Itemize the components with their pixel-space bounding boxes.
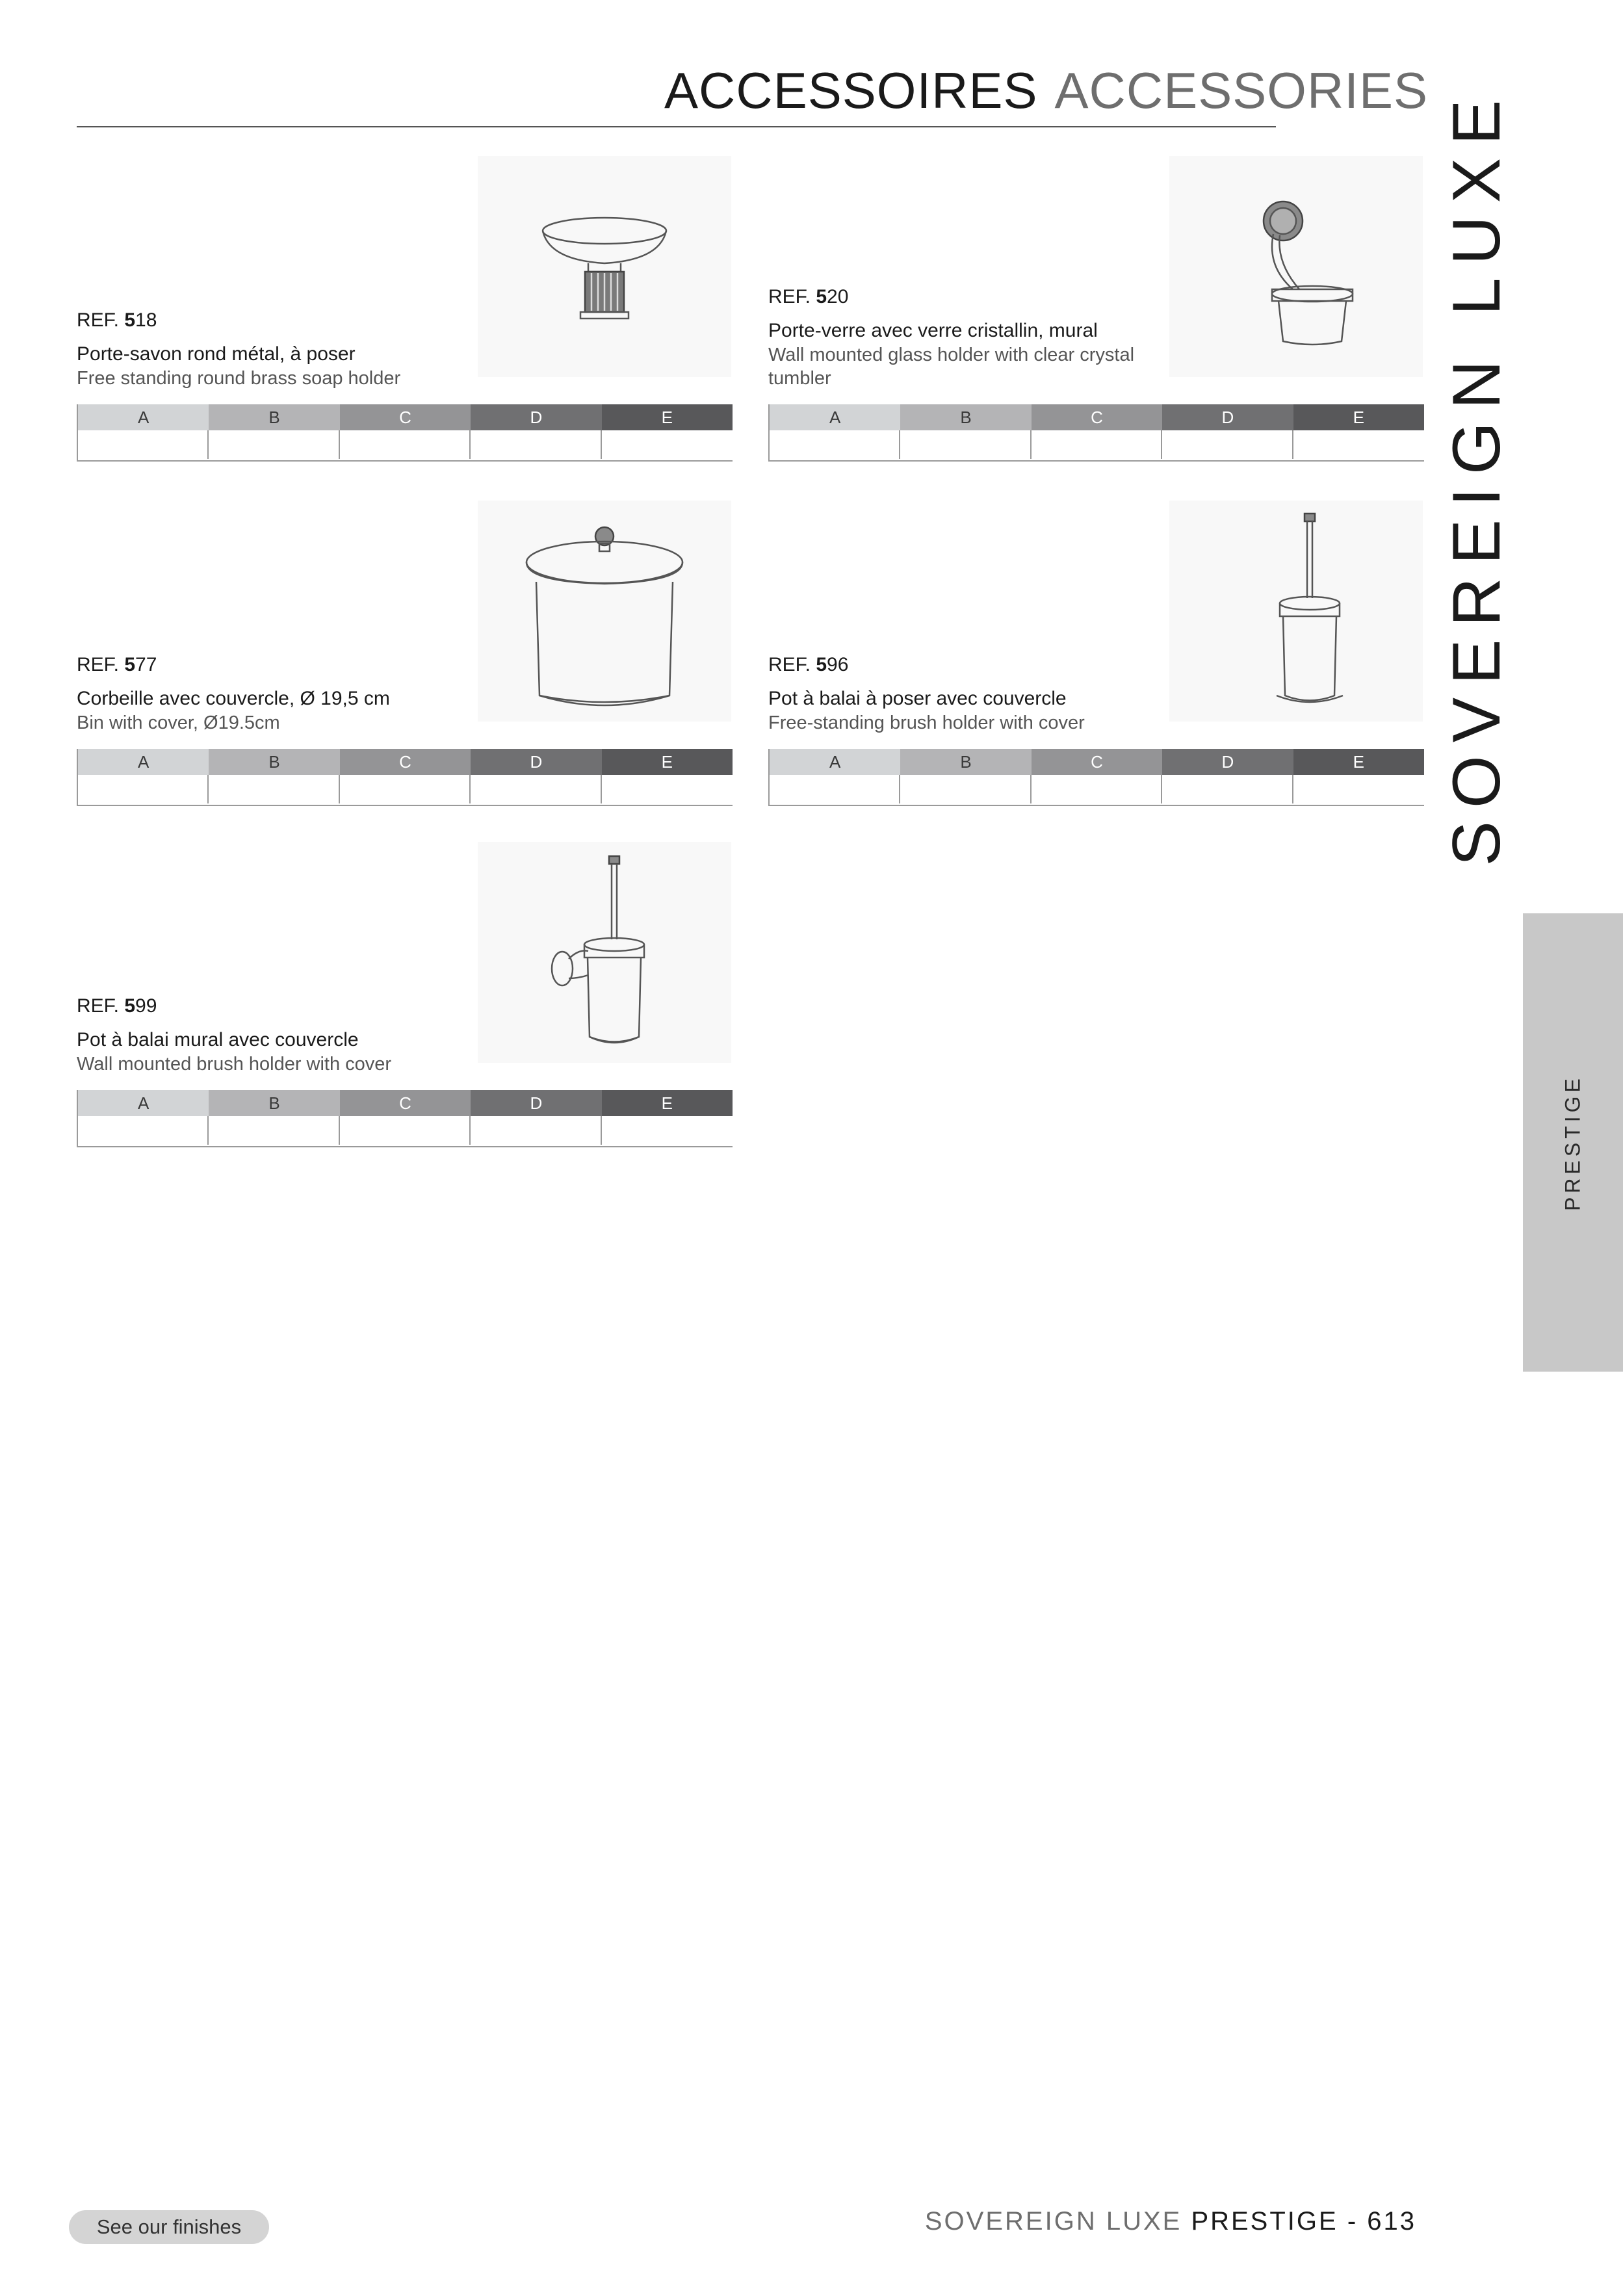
finish-header-b: B [209, 749, 339, 775]
finish-cell [78, 430, 209, 459]
see-finishes-button[interactable]: See our finishes [69, 2210, 269, 2244]
finish-cell [770, 430, 900, 459]
finish-cell [209, 1116, 339, 1145]
finish-header-b: B [209, 404, 339, 430]
finish-header-c: C [340, 404, 471, 430]
finish-cell [1032, 430, 1162, 459]
finish-cell [1032, 775, 1162, 803]
page-number: 613 [1367, 2207, 1416, 2236]
product-name-fr: Porte-verre avec verre cristallin, mural [768, 320, 1098, 341]
finish-table [768, 749, 1424, 806]
product-name-en: Wall mounted brush holder with cover [77, 1054, 392, 1075]
product-info [768, 286, 1184, 390]
finish-cell [602, 1116, 733, 1145]
finish-header-e: E [1293, 404, 1424, 430]
collection-vertical-label: SOVEREIGN LUXE [1439, 86, 1514, 866]
product-card [768, 501, 1423, 806]
page-footer [925, 2207, 1416, 2236]
product-card [77, 501, 731, 806]
bin-icon [478, 501, 731, 722]
page-title [664, 62, 1428, 119]
footer-separator: - [1338, 2207, 1368, 2236]
finish-cell [209, 430, 339, 459]
product-ref: REF. 520 [768, 286, 849, 307]
product-ref: REF. 596 [768, 654, 849, 675]
finish-header-d: D [471, 749, 601, 775]
finish-cell [209, 775, 339, 803]
finish-cell [1162, 775, 1293, 803]
glass-holder-icon [1169, 156, 1423, 377]
finish-header-a: A [78, 404, 209, 430]
collection-vertical-title [1439, 86, 1514, 866]
product-ref: REF. 518 [77, 309, 157, 331]
finish-header-c: C [340, 749, 471, 775]
finish-header-b: B [209, 1090, 339, 1116]
product-name-fr: Pot à balai mural avec couvercle [77, 1029, 359, 1050]
finish-cell [1162, 430, 1293, 459]
finish-cell [900, 775, 1031, 803]
finish-header-b: B [900, 749, 1031, 775]
product-ref: REF. 599 [77, 995, 157, 1017]
finish-header-c: C [340, 1090, 471, 1116]
finish-header-a: A [770, 749, 900, 775]
finish-cell [1293, 430, 1424, 459]
product-info [768, 654, 1184, 735]
product-card [77, 156, 731, 462]
finish-cell [78, 775, 209, 803]
finish-cell [78, 1116, 209, 1145]
page-title-fr: ACCESSOIRES [664, 62, 1038, 119]
finish-cell [340, 430, 471, 459]
header-rule [77, 126, 1276, 127]
finish-header-d: D [471, 404, 601, 430]
finish-header-c: C [1032, 749, 1162, 775]
product-image [1169, 501, 1423, 722]
product-image [478, 842, 731, 1063]
finish-cell [900, 430, 1031, 459]
finish-header-d: D [471, 1090, 601, 1116]
finish-cell [471, 775, 601, 803]
finish-cell [340, 775, 471, 803]
finish-header-a: A [78, 749, 209, 775]
side-tab-label: PRESTIGE [1561, 1074, 1585, 1211]
soap-holder-icon [478, 156, 731, 377]
product-info [77, 995, 493, 1076]
product-name-fr: Pot à balai à poser avec couvercle [768, 688, 1067, 709]
product-name-en: Free-standing brush holder with cover [768, 712, 1085, 733]
product-ref: REF. 577 [77, 654, 157, 675]
product-name-fr: Corbeille avec couvercle, Ø 19,5 cm [77, 688, 390, 709]
product-image [1169, 156, 1423, 377]
finish-cell [770, 775, 900, 803]
product-card [768, 156, 1423, 462]
product-card [77, 842, 731, 1147]
product-info [77, 309, 493, 390]
finish-table [768, 404, 1424, 462]
finish-cell [340, 1116, 471, 1145]
finish-cell [1293, 775, 1424, 803]
finish-header-e: E [602, 749, 733, 775]
finish-header-e: E [602, 404, 733, 430]
finish-header-e: E [602, 1090, 733, 1116]
finish-header-d: D [1162, 404, 1293, 430]
brush-holder-standing-icon [1169, 501, 1423, 722]
finish-header-c: C [1032, 404, 1162, 430]
finish-header-a: A [770, 404, 900, 430]
finish-table [77, 1090, 733, 1147]
page-title-en: ACCESSORIES [1054, 62, 1428, 119]
finish-table [77, 749, 733, 806]
product-image [478, 156, 731, 377]
product-name-en: Free standing round brass soap holder [77, 368, 401, 389]
finish-cell [602, 430, 733, 459]
product-info [77, 654, 493, 735]
finish-cell [471, 1116, 601, 1145]
side-tab-prestige[interactable] [1523, 913, 1623, 1372]
brush-holder-wall-icon [478, 842, 731, 1063]
product-name-en: Wall mounted glass holder with clear crystal tumbler [768, 345, 1135, 389]
finish-header-d: D [1162, 749, 1293, 775]
product-name-fr: Porte-savon rond métal, à poser [77, 343, 356, 365]
footer-range: PRESTIGE [1191, 2207, 1338, 2236]
finish-cell [602, 775, 733, 803]
finish-header-e: E [1293, 749, 1424, 775]
finish-table [77, 404, 733, 462]
footer-collection: SOVEREIGN LUXE [924, 2207, 1182, 2236]
product-name-en: Bin with cover, Ø19.5cm [77, 712, 280, 733]
product-image [478, 501, 731, 722]
finish-cell [471, 430, 601, 459]
finish-header-a: A [78, 1090, 209, 1116]
finish-header-b: B [900, 404, 1031, 430]
